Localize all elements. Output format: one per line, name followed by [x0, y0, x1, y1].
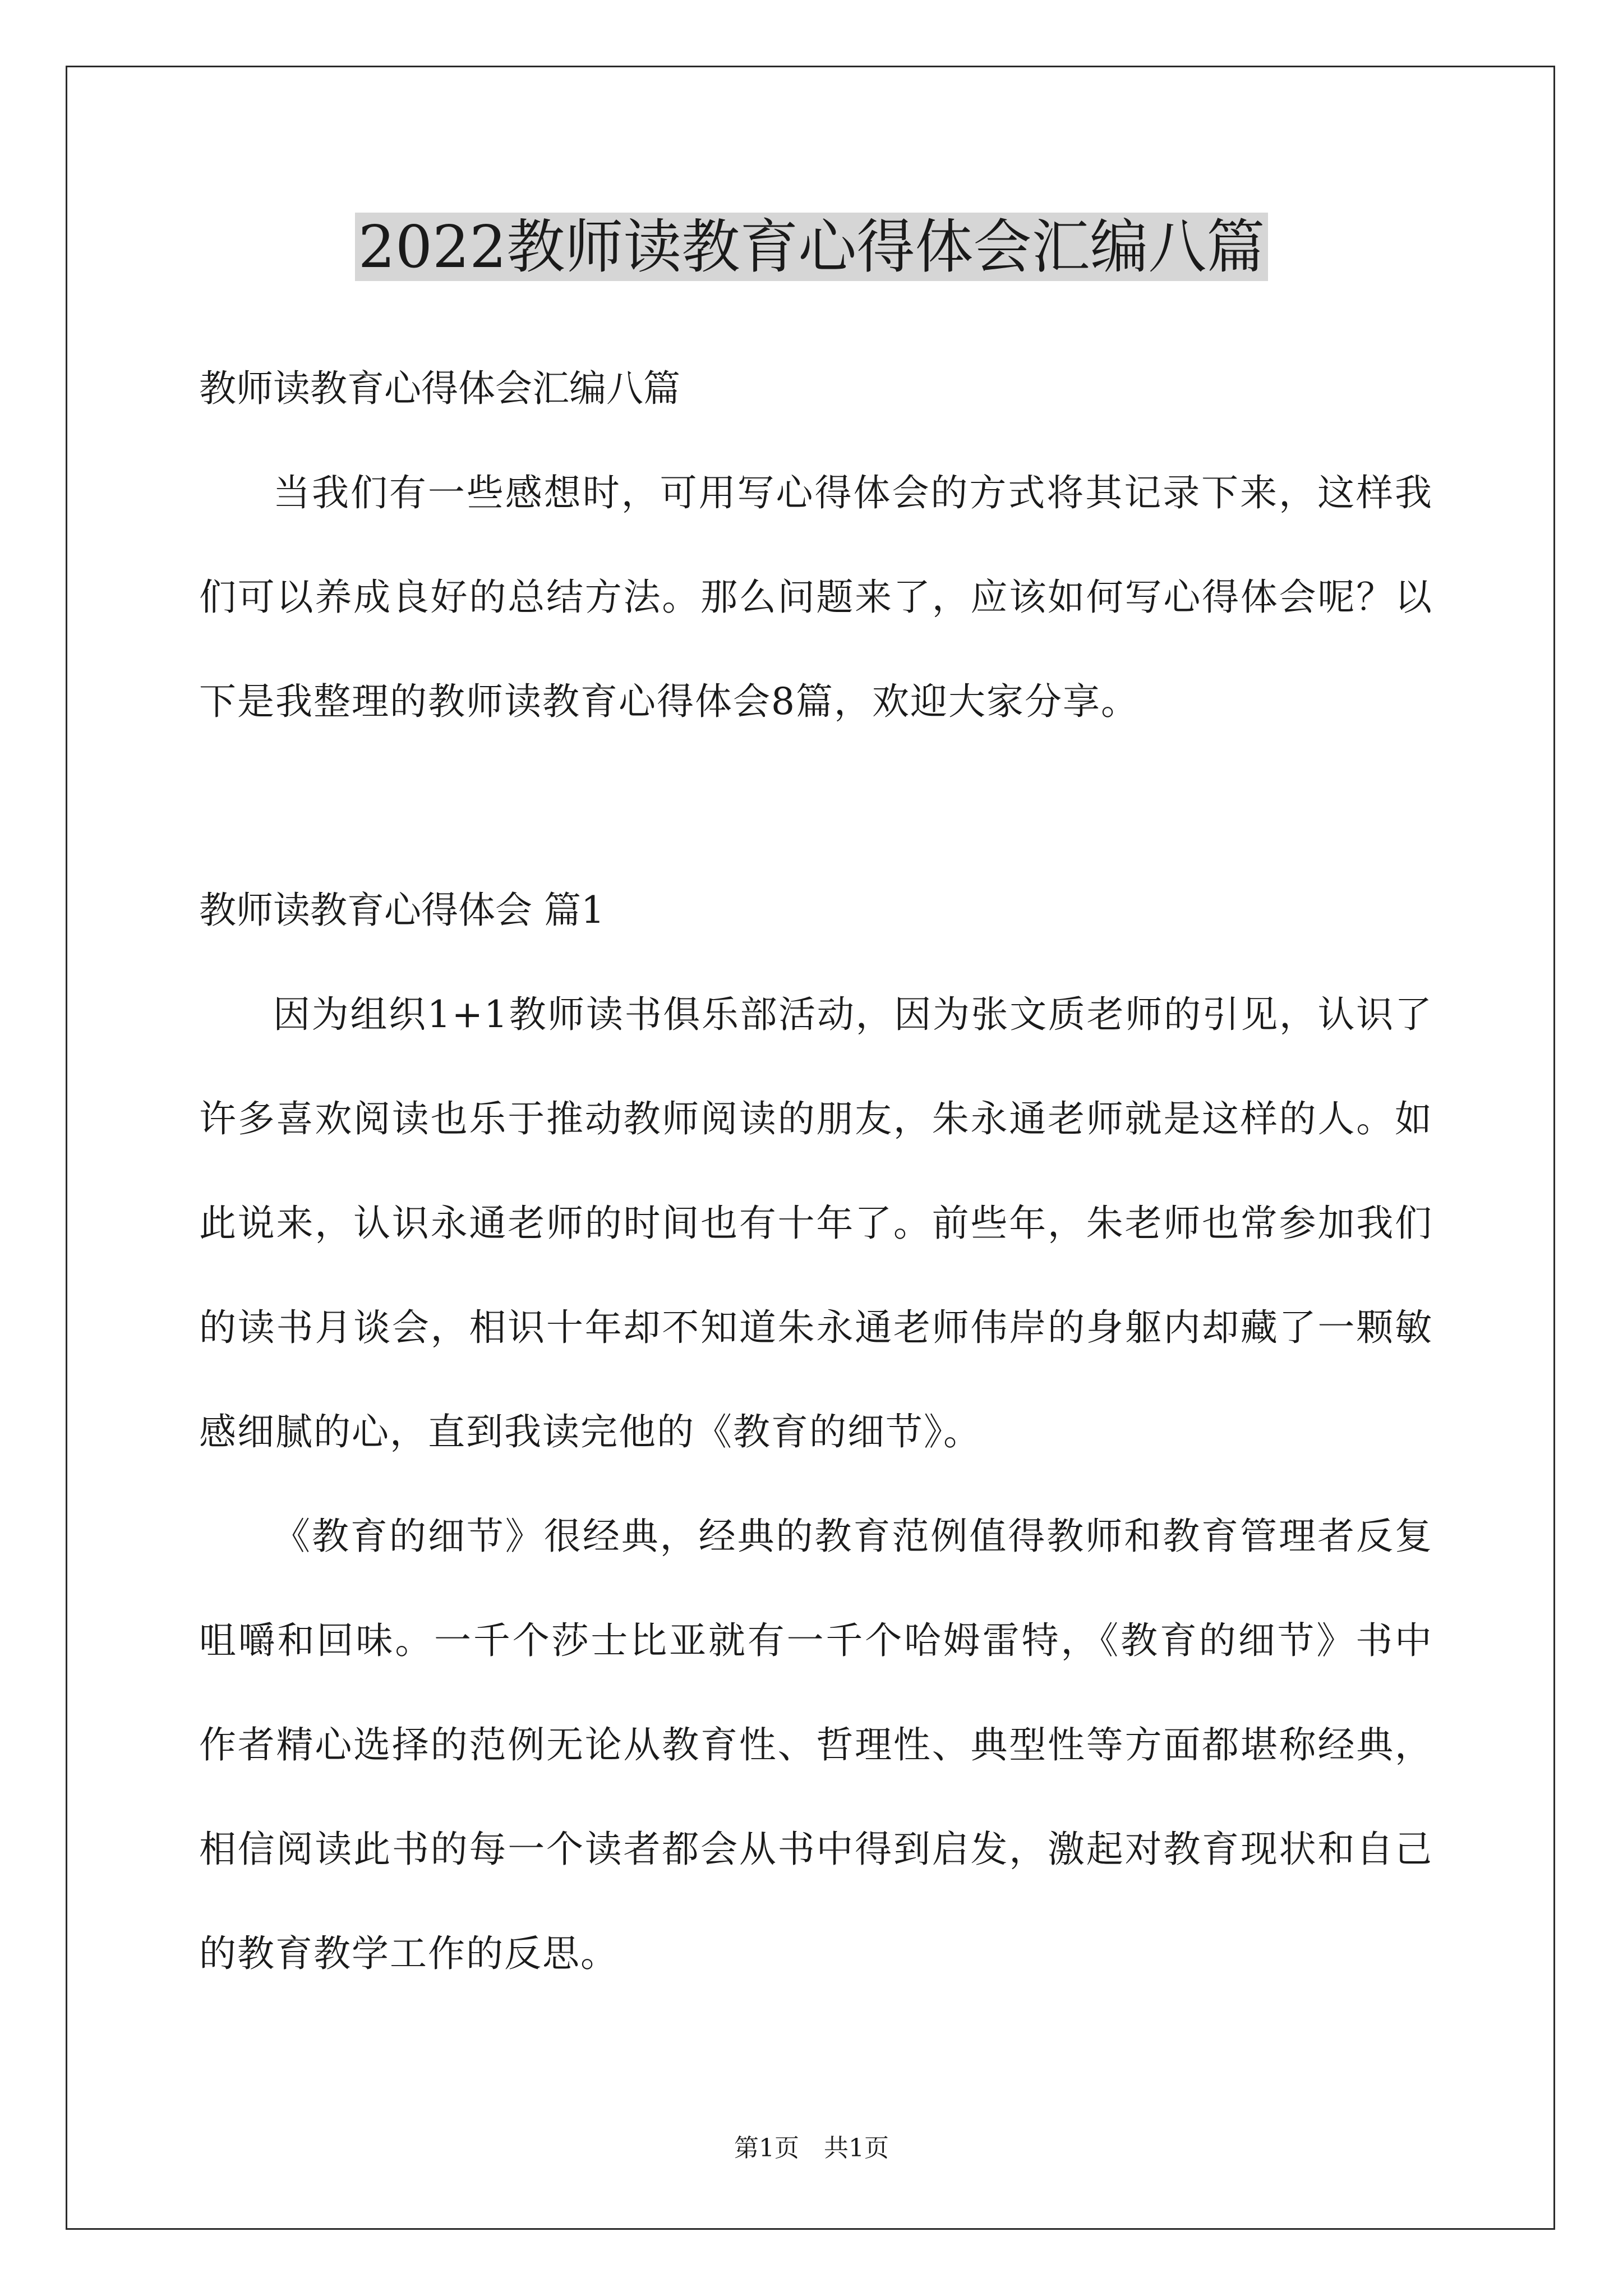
page-total: 共1页 — [824, 2134, 889, 2162]
page-number: 第1页 — [734, 2134, 799, 2162]
document-title — [0, 205, 1623, 289]
body-paragraph: 《教育的细节》很经典，经典的教育范例值得教师和教育管理者反复咀嚼和回味。一千个莎士比亚就有一千个哈姆雷特，《教育的细节》书中作者精心选择的范例无论从教育性、哲理性、典型性等方面都堪称经典，相信阅读此书的每一个读者都会从书中得到启发，激起对教育现状和自己的教育教学工作的反思。 — [199, 1515, 1433, 1975]
section-heading: 教师读教育心得体会 篇1 — [199, 889, 605, 932]
intro-paragraph: 当我们有一些感想时，可用写心得体会的方式将其记录下来，这样我们可以养成良好的总结方法。那么问题来了，应该如何写心得体会呢？以下是我整理的教师读教育心得体会8篇，欢迎大家分享。 — [199, 471, 1433, 723]
body-paragraph: 因为组织1+1教师读书俱乐部活动，因为张文质老师的引见，认识了许多喜欢阅读也乐于推动教师阅读的朋友，朱永通老师就是这样的人。如此说来，认识永通老师的时间也有十年了。前些年，朱老师也常参加我们的读书月谈会，相识十年却不知道朱永通老师伟岸的身躯内却藏了一颗敏感细腻的心，直到我读完他的《教育的细节》。 — [199, 993, 1433, 1453]
document-body — [199, 337, 1433, 2006]
document-title-text: 2022教师读教育心得体会汇编八篇 — [355, 213, 1269, 281]
page-footer — [0, 2132, 1623, 2165]
document-subtitle: 教师读教育心得体会汇编八篇 — [199, 367, 680, 410]
section-gap — [199, 754, 1433, 858]
